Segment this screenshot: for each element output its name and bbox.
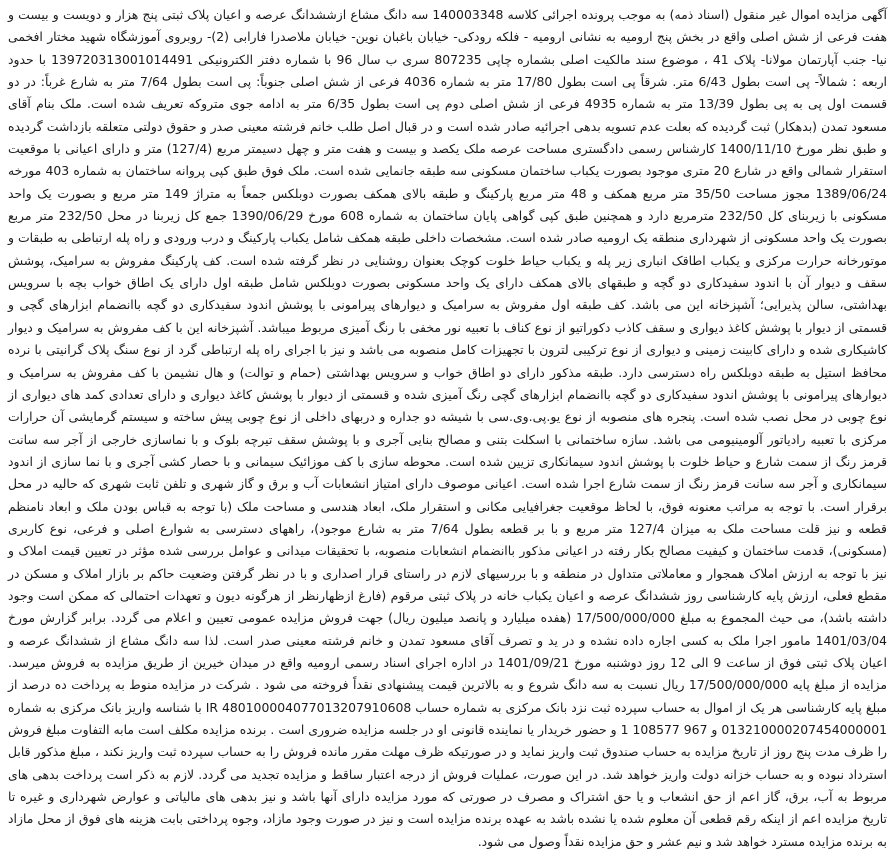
notice-title: آگهی مزایده اموال غیر منقول: [733, 7, 887, 22]
notice-paragraph: [8, 4, 887, 853]
notice-body: (اسناد ذمه) به موجب پرونده اجرائی کلاسه 140003348 سه دانگ مشاع ازششدانگ عرصه و اعیان پلاک ثبتی پنج هزار و دویست و بیست و هفت فرعی از شش اصلی واقع در بخش پنج ارومیه به نشانی ارومیه - فلکه رودکی- خیابان باغبان نوین- خیابان ملاصدرا فارابی (2)- روبروی آموزشگاه شهید مختار افخمی نیا- جنب آپارتمان مولانا- پلاک 41 ، موضوع سند مالکیت اصلی بشماره چاپی 807235 سری ب سال 96 با شماره دفتر الکترونیکی 139720313001014491 با حدود اربعه : شمالاً- پی است بطول 6/43 متر. شرقاً پی است بطول 17/80 متر به شماره 4036 فرعی از شش اصلی جنوباً: پی است بطول 7/64 متر به شارع غرباً: در دو قسمت اول پی به پی بطول 13/39 متر به شماره 4935 فرعی از شش اصلی دوم پی است بطول 6/35 متر به ادامه جوی متروکه تعریف شده است. ملک بنام آقای مسعود تمدن (بدهکار) ثبت گردیده که بعلت عدم تسویه بدهی اجرائیه صادر شده است و در قبال اصل طلب خانم فرشته معینی صدر و حقوق دولتی متعلقه بازداشت گردیده و طبق نظر مورخ 1400/11/10 کارشناس رسمی دادگستری مساحت عرصه ملک یکصد و بیست و هفت متر و چهل دسیمتر مربع (127/4) متر و دارای اعیانی با موقعیت استقرار شمالی واقع در شارع 20 متری موجود بصورت یکباب ساختمان مسکونی سه طبقه جانمایی شده است. ملک فوق طبق کپی پروانه ساختمان به شماره 403 مورخه 1389/06/24 مجوز مساحت 35/50 متر مربع همکف و 48 متر مربع پارکینگ و طبقه بالای همکف بصورت دوبلکس جمعاً به متراژ 149 متر مربع و بصورت یک واحد مسکونی با زیربنای کل 232/50 مترمربع دارد و همچنین طبق کپی گواهی پایان ساختمان به شماره 608 مورخ 1390/06/29 جمع کل زیربنا در محل 232/50 متر مربع بصورت یک واحد مسکونی از شهرداری منطقه یک ارومیه صادر شده است. مشخصات داخلی طبقه همکف شامل یکباب پارکینگ و درب ورودی و راه پله ارتباطی به طبقات و موتورخانه حرارت مرکزی و یکباب اطاقک انباری زیر پله و یکباب حیاط خلوت کوچک بعنوان روشنایی در نظر گرفته شده است. کف پارکینگ مفروش به سرامیک، پوشش سقف و دیوار آن با اندود سفیدکاری دو گچه و طبقهای بالای همکف دارای یک واحد مسکونی بصورت دوبلکس شامل طبقه اول دارای یک اطاق خواب بچه با سرویس بهداشتی، سالن پذیرایی؛ آشپزخانه این می باشد. کف طبقه اول مفروش به سرامیک و دیوارهای پیرامونی با پوشش اندود سفیدکاری دو گچه باانضمام ابزارهای گچی و قسمتی از دیوار با پوشش کاغذ دیواری و سقف کاذب دکوراتیو از نوع کناف با تعبیه نور مخفی با رنگ آمیزی مربوط میباشد. آشپزخانه این با کف مفروش به سرامیک و دیوار کاشیکاری شده و دارای کابینت زمینی و دیواری از نوع ترکیبی لترون با تجهیزات کامل منصوبه می باشد و نیز با اجرای راه پله ارتباطی گرد از نوع سنگ پلاک گرانیتی با نرده محافظ استیل به طبقه دوبلکس راه دسترسی دارد. طبقه مذکور دارای دو اطاق خواب و سرویس بهداشتی (حمام و توالت) و هال نشیمن با کف مفروش به سرامیک و دیوارهای پیرامونی با پوشش اندود سفیدکاری دو گچه باانضمام ابزارهای گچی رنگ آمیزی شده و قسمتی از دیوار با پوشش کاغذ دیواری و دارای تعدادی کمد های دیواری از نوع چوبی در محل نصب شده است. پنجره های منصوبه از نوع یو.پی.وی.سی با شیشه دو جداره و دربهای داخلی از نوع چوبی پیش ساخته و سیستم گرمایشی آن حرارات مرکزی با تعبیه رادیاتور آلومینیومی می باشد. سازه ساختمانی با اسکلت بتنی و مصالح بنایی آجری و با پوشش سقف تیرچه بلوک و با نماسازی خارجی از آجر سه سانت قرمز رنگ از سمت شارع و حیاط خلوت با پوشش اندود سیمانکاری تزیین شده است. محوطه سازی با کف موزائیک سیمانی و با حصار کشی آجری و با نما سازی از اندود سیمانکاری و آجر سه سانت قرمز رنگ از سمت شارع اجرا شده است. اعیانی موصوف دارای امتیاز انشعابات آب و برق و گاز شهری و تلفن ثابت شهری که حالیه در محل برقرار است. با توجه به مراتب معنونه فوق، با لحاظ موقعیت جغرافیایی مکانی و استقرار ملک، ابعاد هندسی و مساحت ملک (با توجه به قباس بودن ملک و ابعاد نامنظم قطعه و نیز قلت مساحت ملک به میزان 127/4 متر مربع و با بر قطعه بطول 7/64 متر به شارع موجود)، راههای دسترسی به شوارع اصلی و فرعی، نوع کاربری (مسکونی)، قدمت ساختمان و کیفیت مصالح بکار رفته در اعیانی مذکور باانضمام انشعابات منصوبه، با تحقیقات میدانی و عوامل بررسی شده مؤثر در تعیین قیمت املاک و نیز با توجه به ارزش املاک همجوار و معاملاتی متداول در منطقه و با بررسیهای لازم در راستای قرار اصداری و با در نظر گرفتن وضعیت حاکم بر بازار املاک و مسکن در مقطع فعلی، ارزش پایه کارشناسی روز ششدانگ عرصه و اعیان یکباب خانه در پلاک ثبتی مرقوم (فارغ ازظهارنظر از هرگونه دیون و تعهدات احتمالی که ممکن است وجود داشته باشد)، می حیث المجموع به مبلغ 17/500/000/000 (هفده میلیارد و پانصد میلیون ریال) جهت فروش مزایده عمومی تعیین و اعلام می گردد. برابر گزارش مورخ 1401/03/04 مامور اجرا ملک به کسی اجاره داده نشده و در ید و تصرف آقای مسعود تمدن و خانم فرشته معینی صدر است. لذا سه دانگ مشاع از ششدانگ عرصه و اعیان پلاک ثبتی فوق از ساعت 9 الی 12 روز دوشنبه مورخ 1401/09/21 در اداره اجرای اسناد رسمی ارومیه واقع در میدان خیرین از طریق مزایده به فروش میرسد. مزایده از مبلغ پایه 17/500/000/000 ریال نسبت به سه دانگ شروع و به بالاترین قیمت پیشنهادی نقداً فروخته می شود . شرکت در مزایده منوط به پرداخت ده درصد از مبلغ پایه کارشناسی هر یک از اموال به حساب سپرده ثبت نزد بانک مرکزی به شماره حساب IR 480100004077013207910608 با شناسه واریز بانک مرکزی به شماره 013210000207454000001 و 967 108577 1 و حضور خریدار یا نماینده قانونی او در جلسه مزایده ضروری است . برنده مزایده مکلف است مابه التفاوت مبلغ فروش را ظرف مدت پنج روز از تاریخ مزایده به حساب صندوق ثبت واریز نماید و در صورتیکه ظرف مهلت مقرر مانده فروش را به حساب سپرده ثبت واریز نکند ، مبلغ مذکور قابل استرداد نبوده و به حساب خزانه دولت واریز خواهد شد. در این صورت، عملیات فروش از درجه اعتبار ساقط و مزایده تجدید می گردد. لازم به ذکر است پرداخت بدهی های مربوط به آب، برق، گاز اعم از حق انشعاب و یا حق اشتراک و مصرف در صورتی که مورد مزایده دارای آنها باشد و نیز بدهی های مالیاتی و عوارض شهرداری و غیره تا تاریخ مزایده اعم از اینکه رقم قطعی آن معلوم شده یا نشده باشد به عهده برنده مزایده است و نیز در صورت وجود مازاد، وجوه پرداختی بابت هزینه های فوق از محل مازاد به برنده مزایده مسترد خواهد شد و نیم عشر و حق مزایده نقداً وصول می شود.: [8, 7, 887, 849]
